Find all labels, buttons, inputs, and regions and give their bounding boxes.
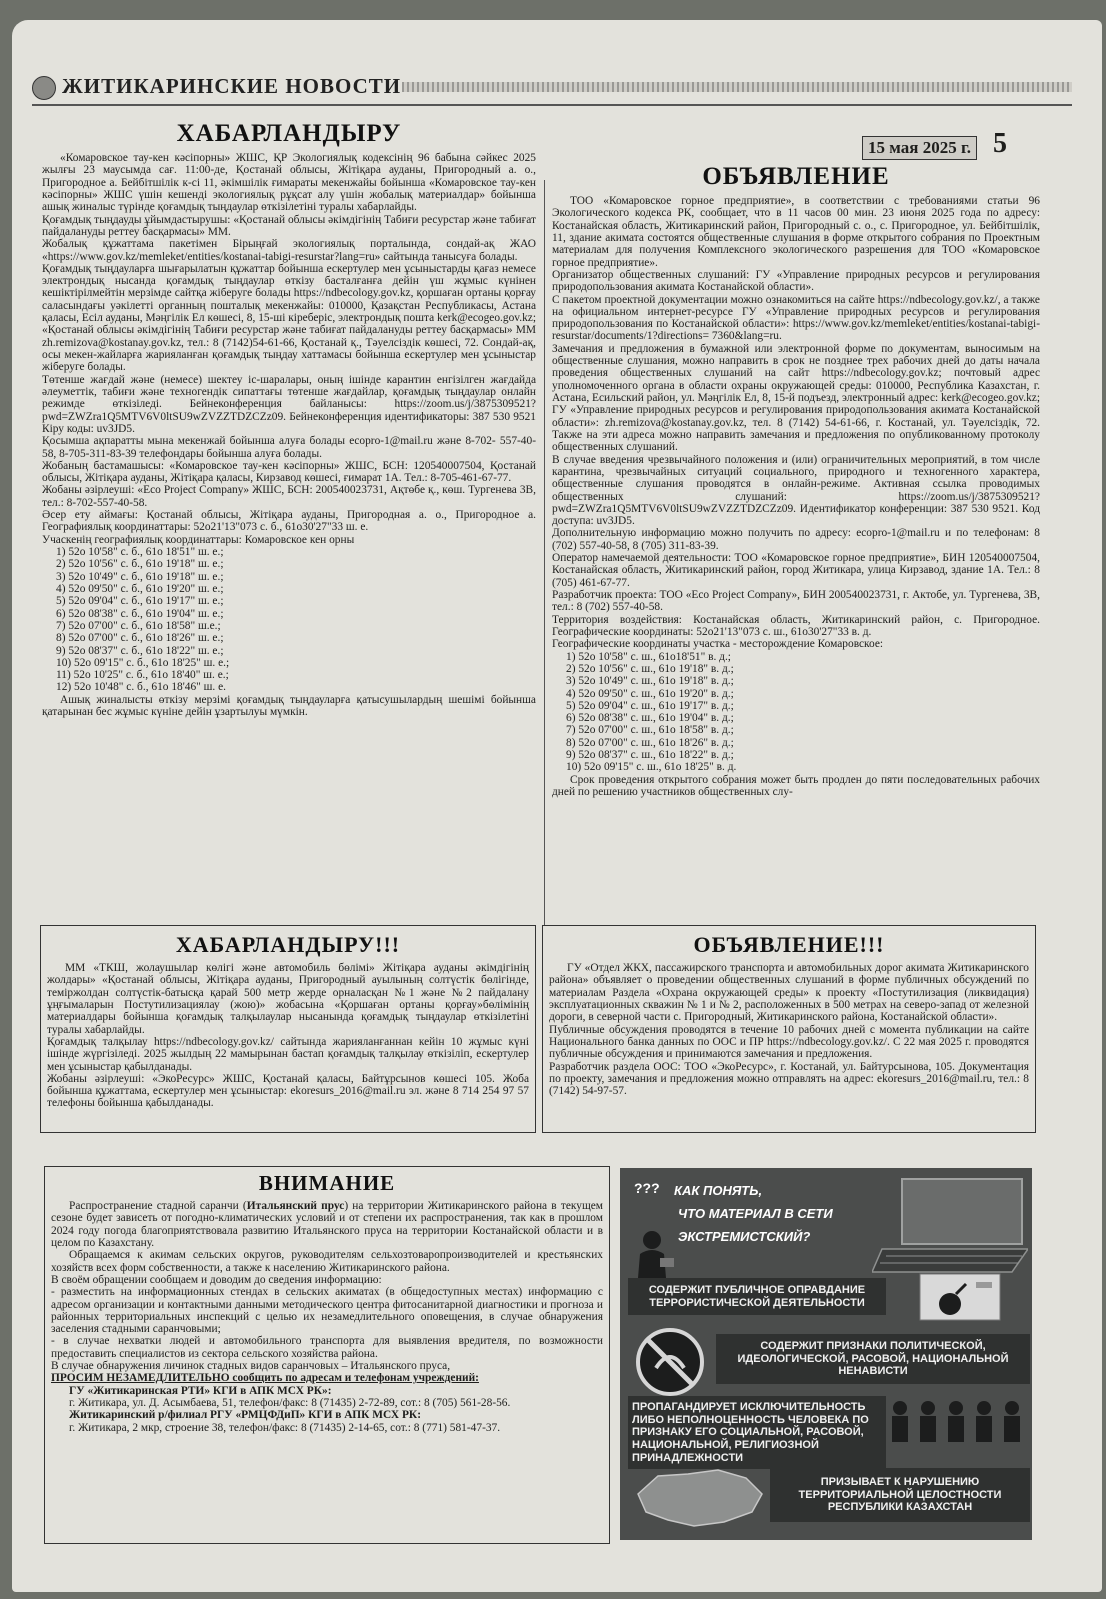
infographic-question <box>674 1180 874 1248</box>
locust-warning-body: Обращаемся к акимам сельских округов, руководителям сельхозтоваропроизводителей и крестьянских хозяйств всех форм собственности, а также к населению Житикаринского района. В своём обращении сообщаем и доводим до сведения информацию: - разместить на информационных стендах в сельских акиматах (в общедоступных местах) информацию с адресом организации и контактными данными методического центра фитосанитарной диагностики и прогноза и районных территориальных инспекций с целью их незамедлительного оповещения, в случае обнаружения заселения стадными саранчовыми; - в случае нехватки людей и автомобильного транспорта для выявления вредителя, по возможности предоставить специалистов из сектора сельского хозяйства района. В случае обнаружения личинок стадных видов саранчовых – Итальянского пруса, <box>51 1249 603 1373</box>
kz1-coordinate-item: 7) 52о 07'00" с. б., 61о 18'58" ш.е.; <box>56 619 221 632</box>
ru1-coordinate-item: 5) 52о 09'04" с. ш., 61о 19'17" в. д.; <box>566 699 734 712</box>
kz1-coordinate-item: 4) 52о 09'50" с. б., 61о 19'20" ш. е.; <box>56 582 224 595</box>
kz1-coordinate-item: 11) 52о 10'25" с. б., 61о 18'40" ш. е.; <box>56 669 229 682</box>
ru1-coordinate-item: 8) 52о 07'00" с. ш., 61о 18'26" в. д.; <box>566 736 734 749</box>
ru1-coordinate-item: 4) 52о 09'50" с. ш., 61о 19'20" в. д.; <box>566 687 734 700</box>
kz1-coordinate-item: 1) 52о 10'58" с. б., 61о 18'51" ш. е.; <box>56 546 224 558</box>
announcement-kz-2 <box>40 925 536 1133</box>
kz1-coordinate-item: 6) 52о 08'38" с. б., 61о 19'04" ш. е.; <box>56 607 224 620</box>
question-line-2: ЧТО МАТЕРИАЛ В СЕТИ <box>678 1205 833 1221</box>
hate-symbol-icon <box>634 1326 706 1398</box>
infographic-item-1: СОДЕРЖИТ ПУБЛИЧНОЕ ОПРАВДАНИЕ ТЕРРОРИСТИЧЕСКОЙ ДЕЯТЕЛЬНОСТИ <box>628 1278 886 1315</box>
newspaper-title: ЖИТИКАРИНСКИЕ НОВОСТИ <box>62 74 402 98</box>
announcement-ru-1-body: ТОО «Комаровское горное предприятие», в соответствии с требованиями статьи 96 Экологического кодекса РК, сообщает, что в 11 часов 00 мин. 23 июня 2025 года по адресу: Костанайская область, Житикаринский район, Пригородный с. о., с. Пригородное, ул. Бейбітшілік, 11, здание акимата состоятся общественные слушания в форме открытого собрания по Проектным материалам для получения Комплексного экологического разрешения для ТОО «Комаровское горное предприятие». Организатор общественных слушаний: ГУ «Управление природных ресурсов и регулирования природопользования акимата Костанайской области». С пакетом проектной документации можно ознакомиться на сайте https://ndbecology.gov.kz/, а также на официальном интернет-ресурсе ГУ «Управление природных ресурсов и регулирования природопользования по Костанайской области»: https://www.gov.kz/memleket/entities/kostanai-tabigi-resurstar/documents/1?directions= 7360&lang=ru. Замечания и предложения в бумажной или электронной форме по документам, выносимым на общественные слушания, можно направить в срок не позднее трех рабочих дней до даты начала проведения общественных слушаний на сайт https://ndbecology.gov.kz; почтовый адрес уполномоченного органа в области охраны окружающей среды: 010000, Республика Казахстан, г. Астана, Есильский район, ул. Мәңгілік Ел, 8, 15-й подъезд, электронный адрес: kerk@ecogeo.gov.kz; ГУ «Управление природных ресурсов и регулирования природопользования акимата Костанайской области»: zh.remizova@kostanay.gov.kz, тел. 8 (7142) 54-61-66, г. Костанай, ул. Тәуелсіздік, 72. Также на эти адреса можно направить замечания и предложения по опубликованному протоколу общественных слушаний. В случае введения чрезвычайного положения и (или) ограничительных мероприятий, в том числе карантина, чрезвычайных ситуаций социального, природного и техногенного характера, общественные слушания проводятся в онлайн-режиме. Активная ссылка проводимых общественных слушаний: https://zoom.us/j/3875309521?pwd=ZWZra1Q5MTV6V0ltSU9wZVZZTDZCZz09. Идентификатор конференции: 387 530 9521. Код доступа: uv3JD5. Дополнительную информацию можно получить по адресу: ecopro-1@mail.ru и по телефонам: 8 (702) 557-40-58, 8 (705) 311-83-39. Оператор намечаемой деятельности: ТОО «Комаровское горное предприятие», БИН 120540007504, Костанайская область, Житикаринский район, город Житикара, улица Кирзавод, здание 1А. Тел.: 8 (705) 461-67-77. Разработчик проекта: ТОО «Eco Project Company», БИН 200540023731, г. Актобе, ул. Тургенева, 3В, тел.: 8 (702) 557-40-58. Территория воздействия: Костанайская область, Житикаринский район, с. Пригородное. Географические координаты: 52о21'13"073 с. ш., 61о30'27"33 в. д. Географические координаты участка - месторождение Комаровское: <box>552 195 1040 651</box>
kz1-coordinate-item: 5) 52о 09'04" с. б., 61о 19'17" ш. е.; <box>56 595 224 608</box>
kz1-coordinate-item: 3) 52о 10'49" с. б., 61о 19'18" ш. е.; <box>56 570 224 583</box>
announcement-ru-1-heading: ОБЪЯВЛЕНИЕ <box>702 163 890 190</box>
announcement-ru-2-body: ГУ «Отдел ЖКХ, пассажирского транспорта и автомобильных дорог акимата Житикаринского района» объявляет о проведении общественных слушаний в форме публичных обсуждений по материалам Раздела «Охрана окружающей среды» к проекту «Постутилизация (ликвидация) эксплуатационных скважин № 1 и № 2, расположенных в 500 метрах на северо-запад от железной дороги, в северной части с. Пригородный, Житикаринского района, Костанайской области». Публичные обсуждения проводятся в течение 10 рабочих дней с момента публикации на сайте Национального банка данных по ООС и ПР https://ndbecology.gov.kz/. С 22 мая 2025 г. проводятся публичные обсуждения и принимаются замечания и предложения. Разработчик раздела ООС: ТОО «ЭкоРесурс», г. Костанай, ул. Байтурсынова, 105. Документация по проекту, замечания и предложения можно отправлять на адрес: ekoresurs_2016@mail.ru, тел.: 8 (7142) 54-97-57. <box>549 962 1029 1098</box>
announcement-ru-2 <box>542 925 1036 1133</box>
ru1-coordinate-item: 1) 52о 10'58" с. ш., 61о18'51" в. д.; <box>566 650 731 663</box>
question-line-1: КАК ПОНЯТЬ, <box>674 1183 763 1198</box>
locust-warning-heading: ВНИМАНИЕ <box>258 1171 396 1195</box>
announcement-kz-1-coordinates <box>56 546 536 694</box>
announcement-kz-1-body: «Комаровское тау-кен кәсіпорны» ЖШС, ҚР Экологиялық кодексінің 96 бабына сәйкес 2025 жылғы 23 маусымда сағ. 11:00-де, Қостанай облысы, Жітіқара ауданы, Пригородный а. о., Пригородное а. Бейбітшілік к-сі 11, әкімшілік ғимараты мекенжайы бойынша «Комаровское тау-кен кәсіпорны» ЖШС үшін кешенді экологиялық рұқсат алу үшін жобалық материалдар» бойынша ашық жиналыс түрінде қоғамдық тыңдаулар өткізілетіні туралы хабарлайды. Қоғамдық тыңдауды ұйымдастырушы: «Қостанай облысы әкімдігінің Табиғи ресурстар және табиғат пайдалануды реттеу басқармасы» ММ. Жобалық құжаттама пакетімен Бірыңғай экологиялық порталында, сондай-ақ ЖАО «https://www.gov.kz/memleket/entities/kostanai-tabigi-resurstar?lang=ru» сайтында танысуға болады. Қоғамдық тыңдауларға шығарылатын құжаттар бойынша ескертулер мен ұсыныстарды қағаз немесе электрондық нысанда қоғамдық тыңдаулар өткізу басталғанға дейін үш жұмыс күнінен кешіктірілмейтін мерзімде сайтқа жіберуге болады https://ndbecology.gov.kz, қоршаған ортаны қорғау саласындағы уәкілетті органның пошталық мекенжайы: 010000, Қазақстан Республикасы, Астана қаласы, Есіл ауданы, Мәңгілік Ел көшесі, 8, 15-ші кіреберіс, электрондық пошта kerk@ecogeo.gov.kz; «Қостанай облысы әкімдігінің Табиғи ресурстар және табиғат пайдалануды реттеу басқармасы» ММ zh.remizova@kostanay.gov.kz, тел.: 8 (7142)54-61-66, Қостанай қ., Тәуелсіздік көшесі, 72. Сондай-ақ, осы мекен-жайларға жарияланған қоғамдық тыңдау хаттамасы бойынша ескертулер мен ұсыныстар жіберуге болады. Төтенше жағдай және (немесе) шектеу іс-шаралары, оның ішінде карантин енгізілген жағдайда әлеуметтік, табиғи және техногендік сипаттағы төтенше жағдайлар, қоғамдық тыңдаулар онлайн режимде өткізіледі. Бейнеконференция байланысы: https://zoom.us/j/3875309521?pwd=ZWZra1Q5MTV6V0ltSU9wZVZZTDZCZz09. Бейнеконференция идентификаторы: 387 530 9521 Кіру коды: uv3JD5. Қосымша ақпаратты мына мекенжай бойынша алуға болады ecopro-1@mail.ru және 8-702- 557-40-58, 8-705-311-83-39 телефондары бойынша алуға болады. Жобаның бастамашысы: «Комаровское тау-кен кәсіпорны» ЖШС, БСН: 120540007504, Қостанай облысы, Жітіқара ауданы, Жітіқара қаласы, Кирзавод көшесі, ғимарат 1А. Тел.: 8-705-461-67-77. Жобаны әзірлеуші: «Eco Project Company» ЖШС, БСН: 200540023731, Ақтөбе қ., көш. Тургенева 3В, тел.: 8-702-557-40-58. Әсер ету аймағы: Қостанай облысы, Жітіқара ауданы, Пригородная а. о., Пригородное а. Географиялық координаттары: 52о21'13"073 с. б., 61о30'27"33 ш. е. Учаскенің географиялық координаттары: Комаровское кен орны <box>42 152 536 546</box>
kz1-coordinate-item: 9) 52о 08'37" с. б., 61о 18'22" ш. е.; <box>56 644 224 657</box>
ru1-coordinate-item: 3) 52о 10'49" с. ш., 61о 19'18" в. д.; <box>566 675 734 688</box>
locust-warning-intro-start: Распространение стадной саранчи ( <box>69 1200 247 1212</box>
kazakhstan-map-icon <box>628 1464 768 1534</box>
issue-date: 15 мая 2025 г. <box>862 136 977 160</box>
contact-org-1-address: г. Житикара, ул. Д. Асымбаева, 51, телефон/факс: 8 (71435) 2-72-89, сот.: 8 (705) 561-28-56. <box>69 1397 511 1409</box>
ru1-coordinate-item: 2) 52о 10'56" с. ш., 61о 19'18" в. д.; <box>566 662 734 675</box>
announcement-kz-1-footer: Ашық жиналысты өткізу мерзімі қоғамдық тыңдауларға қатысушылардың шешімі бойынша қатарынан бес жұмыс күніне дейін ұзартылуы мүмкін. <box>42 693 536 719</box>
infographic-item-4: ПРИЗЫВАЕТ К НАРУШЕНИЮ ТЕРРИТОРИАЛЬНОЙ ЦЕЛОСТНОСТИ РЕСПУБЛИКИ КАЗАХСТАН <box>770 1468 1030 1522</box>
people-group-icon <box>882 1394 1026 1460</box>
locust-warning-intro-end: ) на территории Житикаринского района в текущем сезоне будет зависеть от погодно-климатических условий и от степени их распространения, так как в прошлом 2024 году погода благоприятствовала развитию Итальянского пруса на территории Костанайской области и в целом по Казахстану. <box>51 1200 603 1249</box>
contact-org-1: ГУ «Житикаринская РТИ» КГИ в АПК МСХ РК»: <box>69 1384 332 1397</box>
infographic-item-3: ПРОПАГАНДИРУЕТ ИСКЛЮЧИТЕЛЬНОСТЬ ЛИБО НЕПОЛНОЦЕННОСТЬ ЧЕЛОВЕКА ПО ПРИЗНАКУ ЕГО СОЦИАЛЬНОЙ, РАСОВОЙ, НАЦИОНАЛЬНОЙ, РЕЛИГИОЗНОЙ ПРИНАДЛЕЖНОСТИ <box>628 1396 886 1469</box>
ru1-coordinate-item: 7) 52о 07'00" с. ш., 61о 18'58" в. д.; <box>566 724 734 737</box>
announcement-kz-2-body: ММ «ТКШ, жолаушылар көлігі және автомобиль бөлімі» Жітіқара ауданы әкімдігінің жолдары» «Қостанай облысы, Жітіқара ауданы, Пригородный ауылының солтүстік бөлігінде, теміржолдан солтүстік-батысқа қарай 500 метр жерде орналасқан №1 және №2 пайдалану ұңғымаларын Постутилизациялау (жою)» жобасына «Қоршаған ортаны қорғау»бөлімінің материалдары бойынша қоғамдық талқылаулар нысанында қоғамдық тыңдаулар өткізілетіні туралы хабарлайды. Қоғамдық талқылау https://ndbecology.gov.kz/ сайтында жарияланғаннан кейін 10 жұмыс күні ішінде жүргізіледі. 2025 жылдың 22 мамырынан бастап қоғамдық талқылау өткізіліп, ескертулер мен ұсыныстар қабылданады. Жобаны әзірлеуші: «ЭкоРесурс» ЖШС, Қостанай қаласы, Байтұрсынов көшесі 105. Жоба бойынша құжаттама, ескертулер мен ұсыныстар: ekoresurs_2016@mail.ru эл. және 8 714 254 97 57 телефоны бойынша қабылданады. <box>47 962 529 1110</box>
locust-warning <box>44 1166 610 1544</box>
infographic-item-2: СОДЕРЖИТ ПРИЗНАКИ ПОЛИТИЧЕСКОЙ, ИДЕОЛОГИЧЕСКОЙ, РАСОВОЙ, НАЦИОНАЛЬНОЙ НЕНАВИСТИ <box>716 1334 1030 1384</box>
question-marks: ??? <box>634 1180 660 1196</box>
ru1-coordinate-item: 9) 52о 08'37" с. ш., 61о 18'22" в. д.; <box>566 749 734 762</box>
question-line-3: ЭКСТРЕМИСТСКИЙ? <box>678 1228 811 1244</box>
announcement-ru-1-footer: Срок проведения открытого собрания может быть продлен до пяти последовательных рабочих дней по решению участников общественных слу- <box>552 773 1040 798</box>
announcement-ru-2-heading: ОБЪЯВЛЕНИЕ!!! <box>693 932 885 957</box>
terrorism-icon <box>916 1268 1020 1324</box>
kz1-coordinate-item: 8) 52о 07'00" с. б., 61о 18'26" ш. е.; <box>56 632 224 645</box>
extremism-infographic <box>620 1168 1032 1540</box>
locust-species: Итальянский прус <box>246 1200 345 1212</box>
announcement-kz-1 <box>42 120 536 930</box>
ru1-coordinate-item: 10) 52о 09'15" с. ш., 61о 18'25" в. д. <box>566 761 737 774</box>
announcement-kz-1-heading: ХАБАРЛАНДЫРУ <box>176 120 402 147</box>
contact-org-2: Житикаринский р/филиал РГУ «РМЦФДиП» КГИ в АПК МСХ РК: <box>69 1409 421 1422</box>
newspaper-page <box>12 20 1102 1592</box>
kz1-coordinate-item: 2) 52о 10'56" с. б., 61о 19'18" ш. е.; <box>56 558 224 571</box>
announcement-kz-2-heading: ХАБАРЛАНДЫРУ!!! <box>175 932 401 957</box>
page-number: 5 <box>993 128 1007 159</box>
contact-org-2-address: г. Житикара, 2 мкр, строение 38, телефон/факс: 8 (71435) 2-14-65, сот.: 8 (771) 581-47-37. <box>69 1421 501 1434</box>
announcement-ru-1 <box>552 163 1040 928</box>
column-divider <box>544 180 545 925</box>
laptop-icon <box>872 1174 1028 1274</box>
ru1-coordinate-item: 6) 52о 08'38" с. ш., 61о 19'04" в. д.; <box>566 712 734 725</box>
kz1-coordinate-item: 12) 52о 10'48" с. б., 61о 18'46" ш. е. <box>56 681 227 694</box>
masthead-rule <box>402 82 1072 92</box>
masthead <box>32 74 1072 106</box>
newspaper-logo-icon <box>32 76 56 100</box>
announcement-ru-1-coordinates <box>566 651 1040 774</box>
kz1-coordinate-item: 10) 52о 09'15" с. б., 61о 18'25" ш. е.; <box>56 656 230 669</box>
locust-warning-intro <box>51 1200 603 1249</box>
locust-warning-request: ПРОСИМ НЕЗАМЕДЛИТЕЛЬНО сообщить по адресам и телефонам учреждений: <box>51 1372 479 1385</box>
